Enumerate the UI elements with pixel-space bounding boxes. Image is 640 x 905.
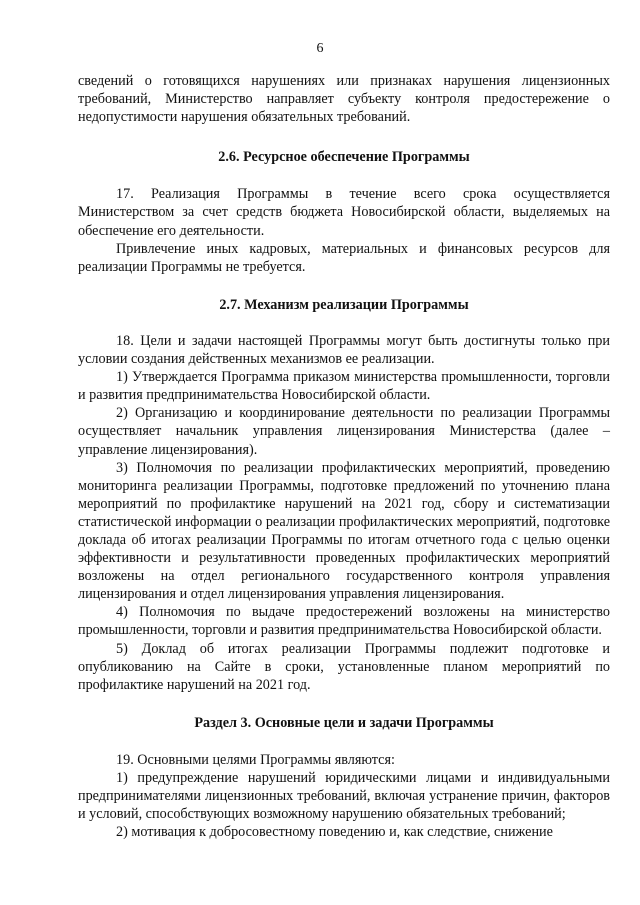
section-heading-3: Раздел 3. Основные цели и задачи Программы	[194, 714, 494, 731]
paragraph-18: 18. Цели и задачи настоящей Программы могут быть достигнуты только при условии создания действенных механизмов ее реализации.	[78, 332, 610, 368]
document-body	[78, 72, 610, 841]
list-item-18-5: 5) Доклад об итогах реализации Программы подлежит подготовке и опубликованию на Сайте в сроки, установленные планом мероприятий по профилактике нарушений на 2021 год.	[78, 640, 610, 693]
list-item-18-3: 3) Полномочия по реализации профилактических мероприятий, проведению мониторинга реализации Программы, подготовке предложений по уточнению плана мероприятий по профилактике нарушений на 2021 год, сбору и систематизации статистической информации о реализации профилактических мероприятий, подготовке доклада об итогах реализации Программы по итогам отчетного года с целью оценки эффективности и результативности проведенных профилактических мероприятий возложены на отдел регионального государственного контроля управления лицензирования и отдел лицензирования управления лицензирования.	[78, 459, 610, 603]
section-heading-2-6: 2.6. Ресурсное обеспечение Программы	[218, 149, 470, 166]
list-item-18-4: 4) Полномочия по выдаче предостережений возложены на министерство промышленности, торговли и развития предпринимательства Новосибирской области.	[78, 604, 610, 639]
paragraph-continuation: сведений о готовящихся нарушениях или признаках нарушения лицензионных требований, Министерство направляет субъекту контроля предостережение о недопустимости нарушения обязательных требований.	[78, 73, 610, 126]
list-item-18-2: 2) Организацию и координирование деятельности по реализации Программы осуществляет начальник управления лицензирования Министерства (далее – управление лицензирования).	[78, 405, 610, 458]
paragraph-19: 19. Основными целями Программы являются:	[116, 751, 395, 768]
paragraph-resources: Привлечение иных кадровых, материальных и финансовых ресурсов для реализации Программы не требуется.	[78, 240, 610, 275]
list-item-19-1: 1) предупреждение нарушений юридическими лицами и индивидуальными предпринимателями лицензионных требований, включая устранение причин, факторов и условий, способствующих возможному нарушению обязательных требований;	[78, 770, 610, 823]
page-number: 6	[316, 41, 324, 56]
paragraph-17: 17. Реализация Программы в течение всего срока осуществляется Министерством за счет средств бюджета Новосибирской области, выделяемых на обеспечение его деятельности.	[78, 186, 610, 239]
list-item-19-2: 2) мотивация к добросовестному поведению и, как следствие, снижение	[116, 824, 553, 841]
list-item-18-1: 1) Утверждается Программа приказом министерства промышленности, торговли и развития предпринимательства Новосибирской области.	[78, 369, 610, 404]
section-heading-2-7: 2.7. Механизм реализации Программы	[219, 296, 469, 313]
